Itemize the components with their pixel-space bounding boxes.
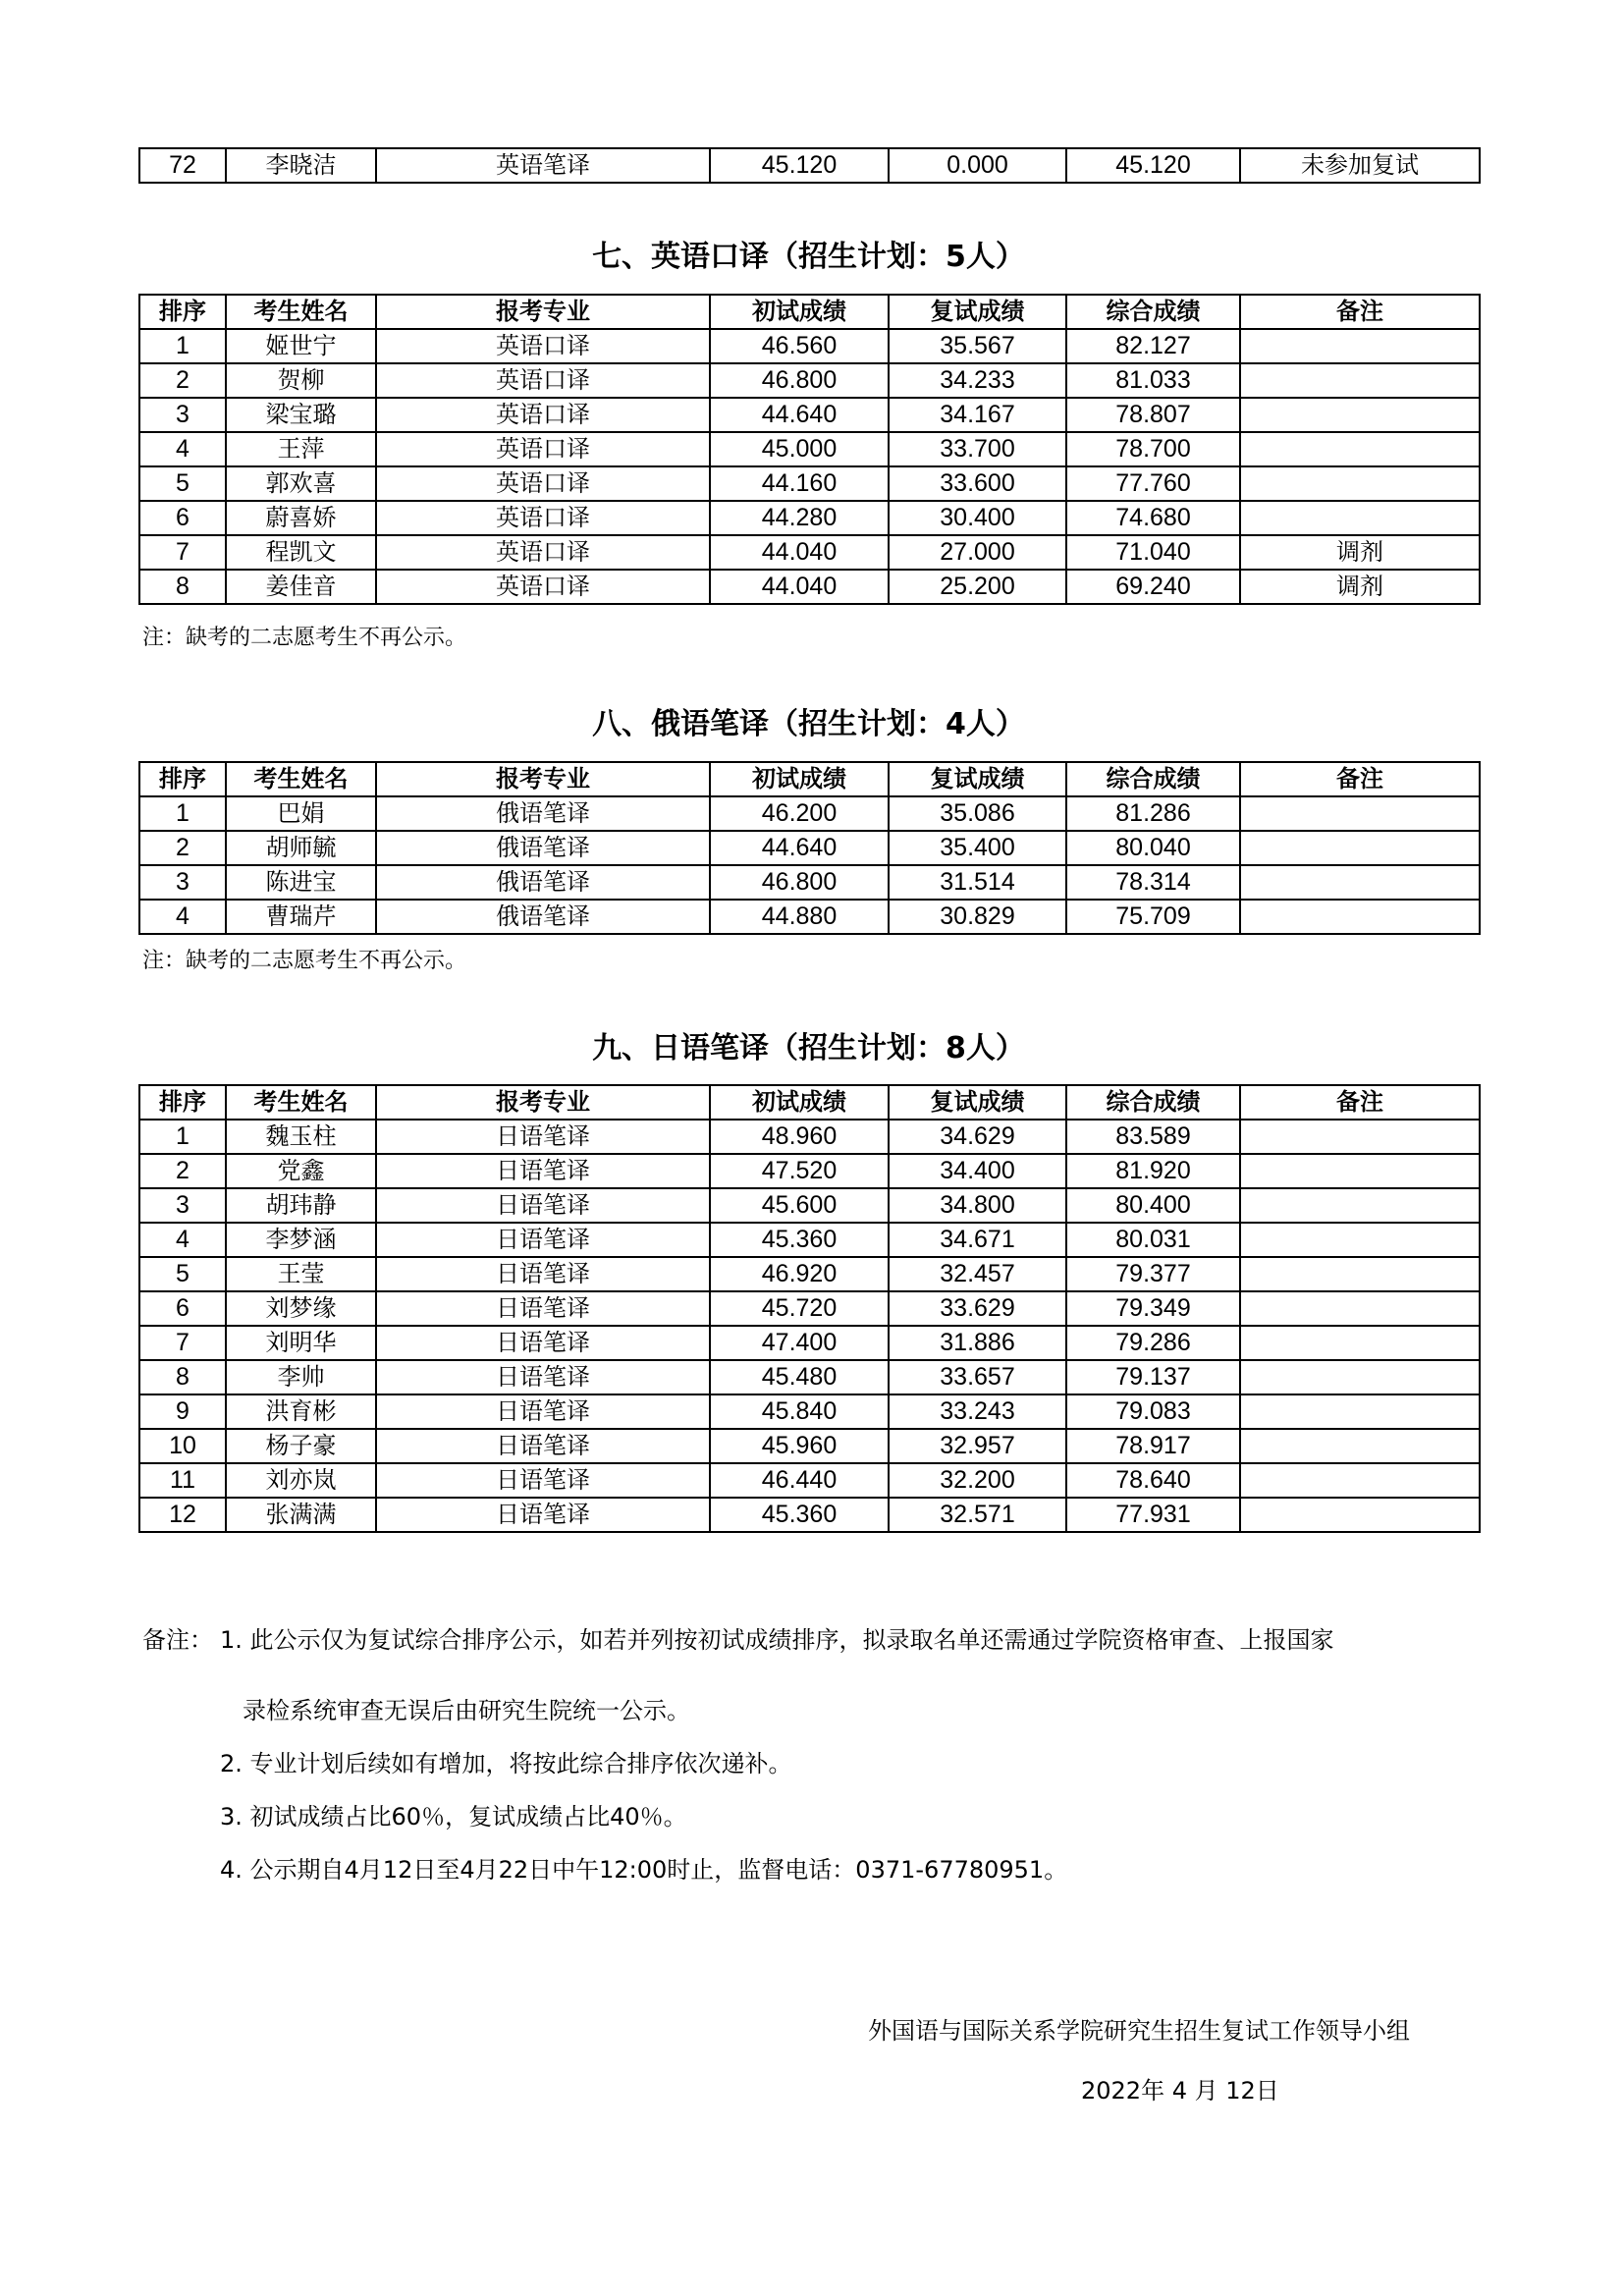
name-cell: 刘亦岚 [226, 1463, 376, 1498]
section-table [138, 294, 1481, 605]
header-initial: 初试成绩 [710, 1085, 889, 1120]
remark-cell [1240, 466, 1480, 501]
table-row [139, 1463, 1480, 1498]
header-major: 报考专业 [376, 762, 710, 796]
name-cell: 杨子豪 [226, 1429, 376, 1463]
header-name: 考生姓名 [226, 1085, 376, 1120]
name-cell: 李梦涵 [226, 1223, 376, 1257]
rank-cell: 1 [139, 1120, 226, 1154]
retest-score-cell: 25.200 [889, 570, 1066, 604]
table-row [139, 1188, 1480, 1223]
header-rank: 排序 [139, 762, 226, 796]
header-rank: 排序 [139, 1085, 226, 1120]
rank-cell: 2 [139, 831, 226, 865]
retest-score-cell: 34.671 [889, 1223, 1066, 1257]
total-score-cell: 80.040 [1066, 831, 1240, 865]
remark-cell [1240, 1360, 1480, 1394]
total-score-cell: 78.700 [1066, 432, 1240, 466]
total-score-cell: 78.807 [1066, 398, 1240, 432]
rank-cell: 1 [139, 796, 226, 831]
header-name: 考生姓名 [226, 762, 376, 796]
rank-cell: 4 [139, 1223, 226, 1257]
table-row [139, 466, 1480, 501]
table-row [139, 432, 1480, 466]
continuation-table [138, 147, 1481, 184]
section-note: 注：缺考的二志愿考生不再公示。 [142, 949, 467, 973]
rank-cell: 3 [139, 398, 226, 432]
major-cell: 俄语笔译 [376, 900, 710, 934]
initial-score-cell: 45.720 [710, 1291, 889, 1326]
major-cell: 英语口译 [376, 363, 710, 398]
rank-cell: 3 [139, 1188, 226, 1223]
retest-score-cell: 34.233 [889, 363, 1066, 398]
remark-cell [1240, 865, 1480, 900]
retest-score-cell: 27.000 [889, 535, 1066, 570]
major-cell: 日语笔译 [376, 1120, 710, 1154]
major-cell: 英语口译 [376, 570, 710, 604]
table-row [139, 1291, 1480, 1326]
major-cell: 日语笔译 [376, 1188, 710, 1223]
major-cell: 日语笔译 [376, 1463, 710, 1498]
total-score-cell: 69.240 [1066, 570, 1240, 604]
table-row [139, 1498, 1480, 1532]
retest-score-cell: 32.200 [889, 1463, 1066, 1498]
table-row [139, 363, 1480, 398]
remarks-label: 备注： [142, 1626, 213, 1654]
retest-score-cell: 34.800 [889, 1188, 1066, 1223]
remark-cell [1240, 1498, 1480, 1532]
initial-score-cell: 44.280 [710, 501, 889, 535]
initial-score-cell: 45.960 [710, 1429, 889, 1463]
initial-score-cell: 46.800 [710, 363, 889, 398]
total-score-cell: 77.931 [1066, 1498, 1240, 1532]
retest-score-cell: 33.629 [889, 1291, 1066, 1326]
rank-cell: 4 [139, 900, 226, 934]
initial-score-cell: 45.840 [710, 1394, 889, 1429]
name-cell: 王莹 [226, 1257, 376, 1291]
total-score-cell: 81.033 [1066, 363, 1240, 398]
name-cell: 李晓洁 [226, 148, 376, 183]
rank-cell: 3 [139, 865, 226, 900]
name-cell: 蔚喜娇 [226, 501, 376, 535]
total-score-cell: 71.040 [1066, 535, 1240, 570]
total-score-cell: 81.286 [1066, 796, 1240, 831]
table-row [139, 1120, 1480, 1154]
initial-score-cell: 44.040 [710, 570, 889, 604]
total-score-cell: 79.083 [1066, 1394, 1240, 1429]
initial-score-cell: 45.360 [710, 1498, 889, 1532]
rank-cell: 6 [139, 501, 226, 535]
initial-score-cell: 46.920 [710, 1257, 889, 1291]
section-table [138, 1084, 1481, 1533]
name-cell: 魏玉柱 [226, 1120, 376, 1154]
remark-cell [1240, 1463, 1480, 1498]
major-cell: 英语口译 [376, 535, 710, 570]
rank-cell: 5 [139, 1257, 226, 1291]
remark-cell [1240, 1188, 1480, 1223]
major-cell: 日语笔译 [376, 1154, 710, 1188]
table-row [139, 865, 1480, 900]
remark-cell [1240, 1291, 1480, 1326]
retest-score-cell: 30.829 [889, 900, 1066, 934]
header-row [139, 1085, 1480, 1120]
name-cell: 郭欢喜 [226, 466, 376, 501]
remark-cell: 调剂 [1240, 535, 1480, 570]
header-initial: 初试成绩 [710, 762, 889, 796]
table-row [139, 1360, 1480, 1394]
total-score-cell: 79.137 [1066, 1360, 1240, 1394]
table-row [139, 1326, 1480, 1360]
name-cell: 刘梦缘 [226, 1291, 376, 1326]
remark-cell: 调剂 [1240, 570, 1480, 604]
table-row [139, 148, 1480, 183]
table-row [139, 831, 1480, 865]
rank-cell: 4 [139, 432, 226, 466]
initial-score-cell: 44.040 [710, 535, 889, 570]
header-major: 报考专业 [376, 1085, 710, 1120]
major-cell: 日语笔译 [376, 1291, 710, 1326]
header-remark: 备注 [1240, 762, 1480, 796]
rank-cell: 2 [139, 363, 226, 398]
remark-cell [1240, 432, 1480, 466]
name-cell: 李帅 [226, 1360, 376, 1394]
total-score-cell: 83.589 [1066, 1120, 1240, 1154]
initial-score-cell: 46.800 [710, 865, 889, 900]
table-row [139, 1154, 1480, 1188]
initial-score-cell: 47.520 [710, 1154, 889, 1188]
major-cell: 英语口译 [376, 466, 710, 501]
total-score-cell: 79.349 [1066, 1291, 1240, 1326]
table-row [139, 535, 1480, 570]
total-score-cell: 82.127 [1066, 329, 1240, 363]
rank-cell: 2 [139, 1154, 226, 1188]
table-row [139, 1429, 1480, 1463]
retest-score-cell: 0.000 [889, 148, 1066, 183]
remark-cell [1240, 1326, 1480, 1360]
rank-cell: 72 [139, 148, 226, 183]
initial-score-cell: 46.560 [710, 329, 889, 363]
header-name: 考生姓名 [226, 295, 376, 329]
retest-score-cell: 35.400 [889, 831, 1066, 865]
retest-score-cell: 32.457 [889, 1257, 1066, 1291]
retest-score-cell: 34.629 [889, 1120, 1066, 1154]
major-cell: 英语口译 [376, 329, 710, 363]
remark-cell: 未参加复试 [1240, 148, 1480, 183]
header-major: 报考专业 [376, 295, 710, 329]
name-cell: 梁宝璐 [226, 398, 376, 432]
table-row [139, 570, 1480, 604]
name-cell: 胡师毓 [226, 831, 376, 865]
remark-cell [1240, 1120, 1480, 1154]
rank-cell: 5 [139, 466, 226, 501]
retest-score-cell: 32.957 [889, 1429, 1066, 1463]
retest-score-cell: 33.600 [889, 466, 1066, 501]
major-cell: 俄语笔译 [376, 831, 710, 865]
remark-cell [1240, 1257, 1480, 1291]
remark-cell [1240, 329, 1480, 363]
rank-cell: 1 [139, 329, 226, 363]
section-title: 八、俄语笔译（招生计划：4人） [592, 707, 1025, 741]
major-cell: 日语笔译 [376, 1223, 710, 1257]
header-retest: 复试成绩 [889, 762, 1066, 796]
name-cell: 王萍 [226, 432, 376, 466]
total-score-cell: 75.709 [1066, 900, 1240, 934]
signature-org: 外国语与国际关系学院研究生招生复试工作领导小组 [868, 2017, 1410, 2045]
header-remark: 备注 [1240, 1085, 1480, 1120]
rank-cell: 9 [139, 1394, 226, 1429]
remark-item-1-cont: 录检系统审查无误后由研究生院统一公示。 [243, 1697, 690, 1724]
initial-score-cell: 44.640 [710, 831, 889, 865]
table-row [139, 1223, 1480, 1257]
remark-item-4: 4. 公示期自4月12日至4月22日中午12:00时止，监督电话：0371-67780951。 [220, 1856, 1068, 1884]
name-cell: 胡玮静 [226, 1188, 376, 1223]
major-cell: 俄语笔译 [376, 865, 710, 900]
initial-score-cell: 45.480 [710, 1360, 889, 1394]
name-cell: 贺柳 [226, 363, 376, 398]
retest-score-cell: 35.086 [889, 796, 1066, 831]
total-score-cell: 79.286 [1066, 1326, 1240, 1360]
header-retest: 复试成绩 [889, 1085, 1066, 1120]
name-cell: 程凯文 [226, 535, 376, 570]
initial-score-cell: 46.200 [710, 796, 889, 831]
header-total: 综合成绩 [1066, 762, 1240, 796]
retest-score-cell: 33.657 [889, 1360, 1066, 1394]
major-cell: 英语口译 [376, 398, 710, 432]
major-cell: 日语笔译 [376, 1394, 710, 1429]
major-cell: 日语笔译 [376, 1257, 710, 1291]
initial-score-cell: 47.400 [710, 1326, 889, 1360]
retest-score-cell: 31.514 [889, 865, 1066, 900]
section-note: 注：缺考的二志愿考生不再公示。 [142, 626, 467, 650]
retest-score-cell: 33.700 [889, 432, 1066, 466]
major-cell: 日语笔译 [376, 1429, 710, 1463]
header-row [139, 295, 1480, 329]
total-score-cell: 80.031 [1066, 1223, 1240, 1257]
remark-cell [1240, 398, 1480, 432]
rank-cell: 12 [139, 1498, 226, 1532]
name-cell: 刘明华 [226, 1326, 376, 1360]
header-remark: 备注 [1240, 295, 1480, 329]
total-score-cell: 74.680 [1066, 501, 1240, 535]
remark-cell [1240, 1223, 1480, 1257]
initial-score-cell: 44.880 [710, 900, 889, 934]
remark-cell [1240, 900, 1480, 934]
name-cell: 曹瑞芹 [226, 900, 376, 934]
retest-score-cell: 30.400 [889, 501, 1066, 535]
header-initial: 初试成绩 [710, 295, 889, 329]
section-title: 七、英语口译（招生计划：5人） [592, 240, 1025, 274]
total-score-cell: 45.120 [1066, 148, 1240, 183]
major-cell: 英语笔译 [376, 148, 710, 183]
total-score-cell: 80.400 [1066, 1188, 1240, 1223]
retest-score-cell: 34.167 [889, 398, 1066, 432]
header-rank: 排序 [139, 295, 226, 329]
initial-score-cell: 45.120 [710, 148, 889, 183]
total-score-cell: 78.917 [1066, 1429, 1240, 1463]
remark-cell [1240, 1394, 1480, 1429]
name-cell: 洪育彬 [226, 1394, 376, 1429]
total-score-cell: 81.920 [1066, 1154, 1240, 1188]
section-title: 九、日语笔译（招生计划：8人） [592, 1031, 1025, 1066]
total-score-cell: 77.760 [1066, 466, 1240, 501]
rank-cell: 11 [139, 1463, 226, 1498]
header-total: 综合成绩 [1066, 1085, 1240, 1120]
rank-cell: 7 [139, 1326, 226, 1360]
name-cell: 张满满 [226, 1498, 376, 1532]
total-score-cell: 79.377 [1066, 1257, 1240, 1291]
table-row [139, 796, 1480, 831]
remark-item-3: 3. 初试成绩占比60％，复试成绩占比40％。 [220, 1803, 687, 1831]
name-cell: 姜佳音 [226, 570, 376, 604]
major-cell: 英语口译 [376, 501, 710, 535]
table-row [139, 329, 1480, 363]
name-cell: 巴娟 [226, 796, 376, 831]
initial-score-cell: 45.600 [710, 1188, 889, 1223]
remark-item-2: 2. 专业计划后续如有增加，将按此综合排序依次递补。 [220, 1750, 792, 1777]
rank-cell: 7 [139, 535, 226, 570]
table-row [139, 900, 1480, 934]
rank-cell: 8 [139, 1360, 226, 1394]
initial-score-cell: 46.440 [710, 1463, 889, 1498]
remark-cell [1240, 1154, 1480, 1188]
retest-score-cell: 34.400 [889, 1154, 1066, 1188]
remark-cell [1240, 363, 1480, 398]
rank-cell: 8 [139, 570, 226, 604]
remark-item-1: 1. 此公示仅为复试综合排序公示，如若并列按初试成绩排序，拟录取名单还需通过学院资格审查、上报国家 [220, 1626, 1334, 1654]
rank-cell: 10 [139, 1429, 226, 1463]
major-cell: 俄语笔译 [376, 796, 710, 831]
header-total: 综合成绩 [1066, 295, 1240, 329]
name-cell: 姬世宁 [226, 329, 376, 363]
name-cell: 陈进宝 [226, 865, 376, 900]
table-row [139, 501, 1480, 535]
initial-score-cell: 44.160 [710, 466, 889, 501]
retest-score-cell: 33.243 [889, 1394, 1066, 1429]
signature-date: 2022年 4 月 12日 [1081, 2077, 1279, 2105]
table-row [139, 1394, 1480, 1429]
section-table [138, 761, 1481, 935]
table-row [139, 1257, 1480, 1291]
total-score-cell: 78.314 [1066, 865, 1240, 900]
remark-cell [1240, 796, 1480, 831]
initial-score-cell: 44.640 [710, 398, 889, 432]
major-cell: 日语笔译 [376, 1498, 710, 1532]
name-cell: 党鑫 [226, 1154, 376, 1188]
major-cell: 日语笔译 [376, 1326, 710, 1360]
retest-score-cell: 35.567 [889, 329, 1066, 363]
remark-cell [1240, 831, 1480, 865]
retest-score-cell: 31.886 [889, 1326, 1066, 1360]
total-score-cell: 78.640 [1066, 1463, 1240, 1498]
initial-score-cell: 45.000 [710, 432, 889, 466]
remark-cell [1240, 501, 1480, 535]
major-cell: 日语笔译 [376, 1360, 710, 1394]
initial-score-cell: 45.360 [710, 1223, 889, 1257]
major-cell: 英语口译 [376, 432, 710, 466]
retest-score-cell: 32.571 [889, 1498, 1066, 1532]
table-row [139, 398, 1480, 432]
remark-cell [1240, 1429, 1480, 1463]
rank-cell: 6 [139, 1291, 226, 1326]
header-retest: 复试成绩 [889, 295, 1066, 329]
initial-score-cell: 48.960 [710, 1120, 889, 1154]
header-row [139, 762, 1480, 796]
